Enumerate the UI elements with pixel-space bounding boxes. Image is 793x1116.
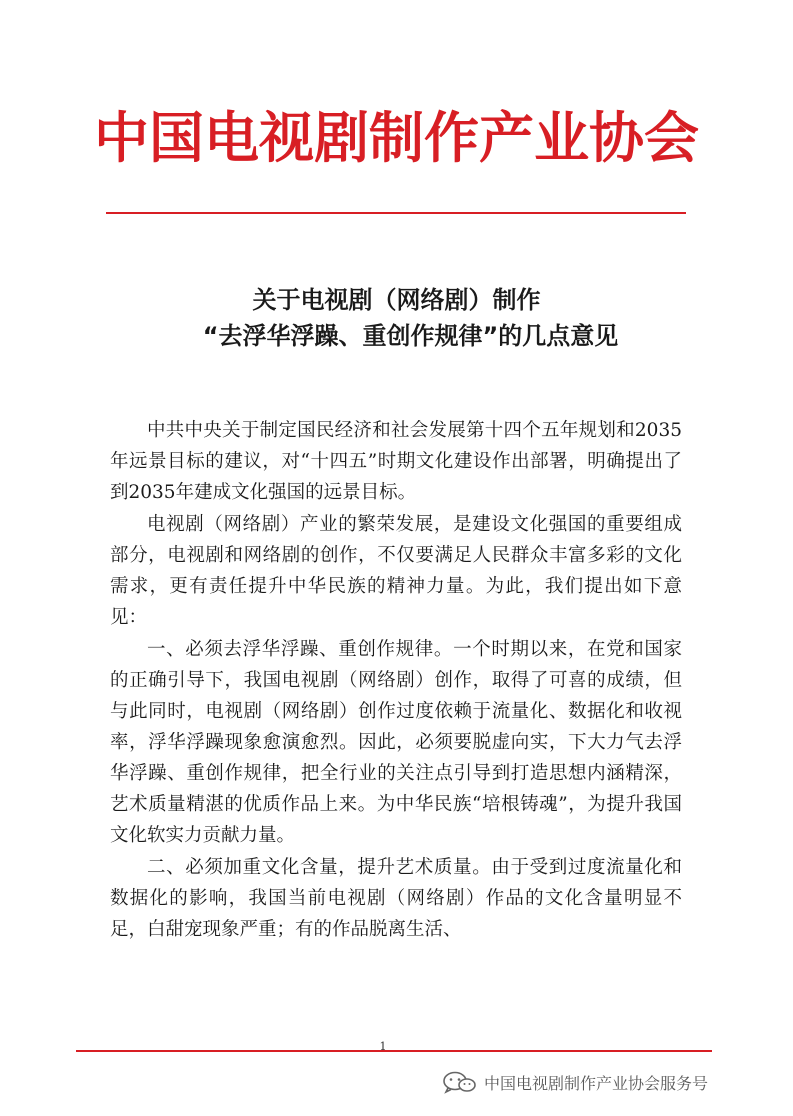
body-paragraph: 一、必须去浮华浮躁、重创作规律。一个时期以来，在党和国家的正确引导下，我国电视剧（网络剧）创作，取得了可喜的成绩，但与此同时，电视剧（网络剧）创作过度依赖于流量化、数据化和收视率，浮华浮躁现象愈演愈烈。因此，必须要脱虚向实，下大力气去浮华浮躁、重创作规律，把全行业的关注点引导到打造思想内涵精深，艺术质量精湛的优质作品上来。为中华民族“培根铸魂”，为提升我国文化软实力贡献力量。 [110,639,682,846]
watermark-text: 中国电视剧制作产业协会服务号 [484,1073,709,1093]
wechat-watermark [440,1068,780,1096]
document-title [0,282,793,354]
body-paragraph: 二、必须加重文化含量，提升艺术质量。由于受到过度流量化和数据化的影响，我国当前电视剧（网络剧）作品的文化含量明显不足，白甜宠现象严重；有的作品脱离生活、 [110,857,682,940]
title-line-2: “去浮华浮躁、重创作规律”的几点意见 [202,322,619,350]
body-paragraph: 中共中央关于制定国民经济和社会发展第十四个五年规划和2035年远景目标的建议，对“十四五”时期文化建设作出部署，明确提出了到2035年建成文化强国的远景目标。 [110,420,682,503]
body-paragraph: 电视剧（网络剧）产业的繁荣发展，是建设文化强国的重要组成部分，电视剧和网络剧的创作，不仅要满足人民群众丰富多彩的文化需求，更有责任提升中华民族的精神力量。为此，我们提出如下意见： [110,514,682,628]
page-number: 1 [379,1040,387,1053]
document-body [110,415,682,946]
title-line-1: 关于电视剧（网络剧）制作 [252,286,541,314]
wechat-icon [440,1070,480,1094]
header-divider [106,212,686,214]
organization-header: 中国电视剧制作产业协会 [93,105,699,170]
